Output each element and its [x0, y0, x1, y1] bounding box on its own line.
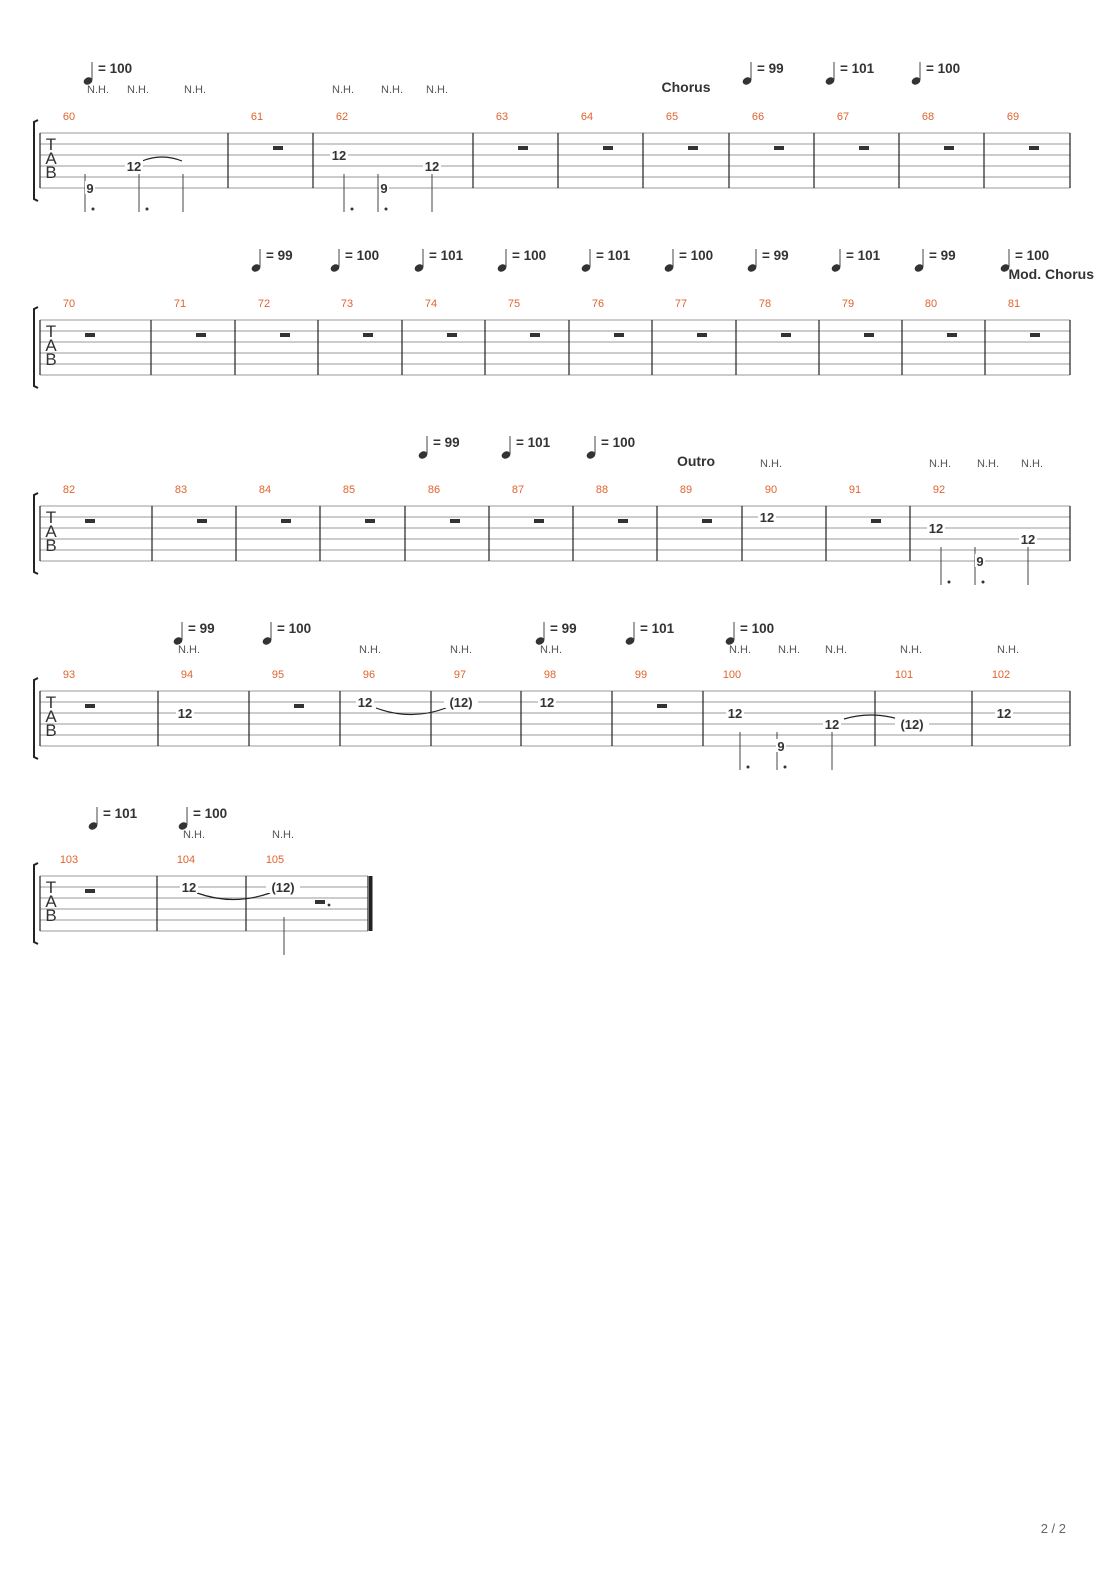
- final-barline: [369, 876, 373, 931]
- fret-number: (12): [900, 717, 924, 732]
- fret-number: (12): [449, 695, 473, 710]
- tempo-marking: = 101: [846, 248, 881, 263]
- measure-number: 63: [495, 111, 509, 123]
- tempo-marking: = 100: [740, 621, 775, 636]
- section-label: Outro: [676, 453, 716, 469]
- fret-number: 9: [86, 181, 94, 196]
- tab-clef-letter: B: [45, 906, 57, 925]
- tempo-marking: = 101: [516, 435, 551, 450]
- tab-clef-letter: A: [45, 892, 57, 911]
- measure-number: 80: [924, 298, 938, 310]
- tempo-marking: = 101: [103, 806, 138, 821]
- measure-number: 95: [271, 669, 285, 681]
- tempo-marking: = 100: [277, 621, 312, 636]
- tempo-marking: = 101: [596, 248, 631, 263]
- natural-harmonic-label: N.H.: [272, 829, 294, 841]
- measure-number: 91: [848, 484, 862, 496]
- measure-number: 104: [176, 854, 196, 866]
- measure-number: 85: [342, 484, 356, 496]
- natural-harmonic-label: N.H.: [977, 458, 999, 470]
- tempo-marking: = 100: [193, 806, 228, 821]
- tempo-marking: = 99: [188, 621, 215, 636]
- fret-number: 12: [727, 706, 743, 721]
- tab-clef-letter: B: [45, 536, 57, 555]
- fret-number: 9: [380, 181, 388, 196]
- natural-harmonic-label: N.H.: [760, 458, 782, 470]
- fret-number: 9: [777, 739, 785, 754]
- measure-number: 75: [507, 298, 521, 310]
- measure-number: 86: [427, 484, 441, 496]
- tab-clef-letter: B: [45, 350, 57, 369]
- measure-number: 69: [1006, 111, 1020, 123]
- measure-number: 82: [62, 484, 76, 496]
- measure-number: 77: [674, 298, 688, 310]
- measure-number: 103: [59, 854, 79, 866]
- tempo-marking: = 99: [757, 61, 784, 76]
- fret-number: 12: [181, 880, 197, 895]
- natural-harmonic-label: N.H.: [178, 644, 200, 656]
- half-rest: [85, 889, 95, 893]
- fret-number: 12: [928, 521, 944, 536]
- natural-harmonic-label: N.H.: [450, 644, 472, 656]
- tab-clef-letter: T: [45, 135, 57, 154]
- measure-number: 81: [1007, 298, 1021, 310]
- tempo-marking: = 101: [840, 61, 875, 76]
- natural-harmonic-label: N.H.: [183, 829, 205, 841]
- natural-harmonic-label: N.H.: [381, 84, 403, 96]
- dotted-half-rest: [315, 900, 325, 904]
- measure-number: 61: [250, 111, 264, 123]
- fret-number: 12: [539, 695, 555, 710]
- measure-number: 100: [722, 669, 742, 681]
- fret-number: 12: [177, 706, 193, 721]
- measure-number: 78: [758, 298, 772, 310]
- fret-number: 12: [424, 159, 440, 174]
- measure-number: 93: [62, 669, 76, 681]
- tab-clef-letter: T: [45, 878, 57, 897]
- tempo-marking: = 100: [1015, 248, 1050, 263]
- measure-number: 71: [173, 298, 187, 310]
- tempo-marking: = 101: [640, 621, 675, 636]
- section-label: Mod. Chorus: [1008, 266, 1094, 282]
- fret-number: 9: [976, 554, 984, 569]
- measure-number: 64: [580, 111, 594, 123]
- tab-clef-letter: B: [45, 163, 57, 182]
- measure-number: 88: [595, 484, 609, 496]
- measure-number: 96: [362, 669, 376, 681]
- measure-number: 62: [335, 111, 349, 123]
- natural-harmonic-label: N.H.: [1021, 458, 1043, 470]
- measure-number: 66: [751, 111, 765, 123]
- natural-harmonic-label: N.H.: [332, 84, 354, 96]
- tempo-marking: = 99: [762, 248, 789, 263]
- measure-number: 87: [511, 484, 525, 496]
- natural-harmonic-label: N.H.: [87, 84, 109, 96]
- measure-number: 79: [841, 298, 855, 310]
- tab-clef-letter: B: [45, 721, 57, 740]
- tempo-marking: = 100: [601, 435, 636, 450]
- tempo-marking: = 100: [926, 61, 961, 76]
- measure-number: 60: [62, 111, 76, 123]
- tempo-marking: = 99: [929, 248, 956, 263]
- measure-number: 84: [258, 484, 272, 496]
- tab-clef-letter: T: [45, 693, 57, 712]
- fret-number: 12: [824, 717, 840, 732]
- fret-number: 12: [1020, 532, 1036, 547]
- section-label: Chorus: [661, 79, 711, 95]
- measure-number: 97: [453, 669, 467, 681]
- natural-harmonic-label: N.H.: [929, 458, 951, 470]
- measure-number: 65: [665, 111, 679, 123]
- tab-clef-letter: T: [45, 508, 57, 527]
- rhythm-dot: [328, 904, 331, 907]
- tempo-marking: = 100: [345, 248, 380, 263]
- measure-number: 74: [424, 298, 438, 310]
- measure-number: 67: [836, 111, 850, 123]
- tempo-marking: = 99: [266, 248, 293, 263]
- tempo-marking: = 100: [98, 61, 133, 76]
- tie-arc: [197, 893, 270, 900]
- fret-number: 12: [759, 510, 775, 525]
- natural-harmonic-label: N.H.: [778, 644, 800, 656]
- fret-number: (12): [271, 880, 295, 895]
- measure-number: 94: [180, 669, 194, 681]
- fret-number: 12: [996, 706, 1012, 721]
- tempo-marking: = 99: [550, 621, 577, 636]
- fret-number: 12: [126, 159, 142, 174]
- measure-number: 90: [764, 484, 778, 496]
- measure-number: 68: [921, 111, 935, 123]
- natural-harmonic-label: N.H.: [359, 644, 381, 656]
- measure-number: 83: [174, 484, 188, 496]
- system-bracket: [34, 863, 38, 944]
- tempo-marking: = 101: [429, 248, 464, 263]
- natural-harmonic-label: N.H.: [184, 84, 206, 96]
- tempo-marking: = 100: [512, 248, 547, 263]
- measure-number: 101: [894, 669, 914, 681]
- page-number: 2 / 2: [1040, 1521, 1066, 1536]
- tab-clef-letter: A: [45, 149, 57, 168]
- measure-number: 92: [932, 484, 946, 496]
- measure-number: 102: [991, 669, 1011, 681]
- fret-number: 12: [331, 148, 347, 163]
- measure-number: 99: [634, 669, 648, 681]
- natural-harmonic-label: N.H.: [900, 644, 922, 656]
- tempo-marking: = 99: [433, 435, 460, 450]
- measure-number: 89: [679, 484, 693, 496]
- fret-number: 12: [357, 695, 373, 710]
- tab-clef-letter: A: [45, 522, 57, 541]
- natural-harmonic-label: N.H.: [729, 644, 751, 656]
- natural-harmonic-label: N.H.: [127, 84, 149, 96]
- measure-number: 70: [62, 298, 76, 310]
- measure-number: 76: [591, 298, 605, 310]
- measure-number: 72: [257, 298, 271, 310]
- measure-number: 105: [265, 854, 285, 866]
- measure-number: 98: [543, 669, 557, 681]
- tab-clef-letter: A: [45, 707, 57, 726]
- tempo-marking: = 100: [679, 248, 714, 263]
- tab-clef-letter: T: [45, 322, 57, 341]
- natural-harmonic-label: N.H.: [997, 644, 1019, 656]
- tab-clef-letter: A: [45, 336, 57, 355]
- measure-number: 73: [340, 298, 354, 310]
- natural-harmonic-label: N.H.: [540, 644, 562, 656]
- natural-harmonic-label: N.H.: [426, 84, 448, 96]
- natural-harmonic-label: N.H.: [825, 644, 847, 656]
